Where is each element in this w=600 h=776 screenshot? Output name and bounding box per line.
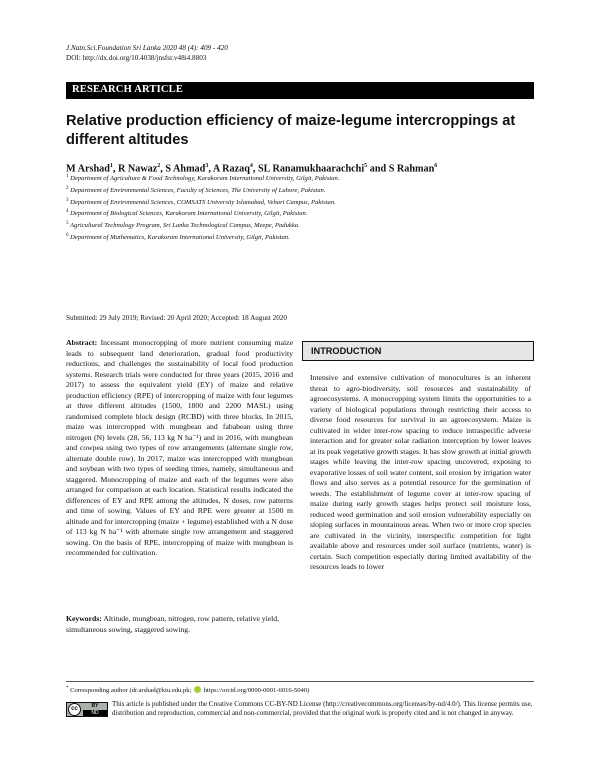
footnote-divider [66,681,534,682]
author-name: A Razaq [212,163,250,175]
cc-by-icon: BY [91,703,99,709]
introduction-text: Intensive and extensive cultivation of monocultures is an inherent threat to agro-biodiversity, soil resources and sustainability of agroecosystems. A monocropping system limits the opportunities to a variety of biological populations through restricting their access to diverse food resources for survival in an agroecosystem. Maize is cultivated in wider inter-row spacing to reduce intraspecific adverse interaction and for greater solar radiation interception by lower leaves at its peak vegetative growth stages. It has slow growth at initial growth stages while leaving the inter-row spacing uncovered, exposing to evaporative losses of soil water content, soil erosion by irrigation water flows and also serves as a potential resource for the germination of weeds. The establishment of legume cover at inter-row spacing of maize during early growth stages helps protect soil moisture loss, reduced weed germination and soil erosion vulnerability especially on sloping surfaces in mountainous areas. When two or more crop species are cultivated in the vicinity, interspecific competition for light available above and resources under soil surface (nutrients, water) is certain. Such competition especially during limited availability of the resources leads to lower [310,373,531,571]
orcid-link[interactable]: https://orcid.org/0000-0001-6016-5040) [203,687,310,695]
author-affiliation-mark: 5 [364,163,368,169]
keywords-text: Altitude, mungbean, nitrogen, row pattern, relative yield, simultaneous sowing, staggered sowing. [66,614,280,634]
abstract [66,338,293,559]
affiliation-item: $^6$ Department of Mathematics, Karakoram International University, Gilgit, Pakistan. [66,232,290,242]
author-name: M Arshad [66,163,110,175]
author-affiliation-mark: 6 [434,163,438,169]
author-affiliation-mark: 3 [205,163,209,169]
author-affiliation-mark: 4 [249,163,253,169]
author-name: S Ahmad [165,163,206,175]
author-affiliation-mark: 2 [157,163,161,169]
cc-icon: cc [68,703,81,716]
author-list: M Arshad$^1$, R Nawaz$^2$, S Ahmad$^3$, A Razaq$^4$, SL Ranamukhaarachchi$^5$ and S Rahman$^6$ [66,163,438,175]
orcid-icon [194,686,201,693]
author-affiliation-mark: 1 [109,163,113,169]
doi-link[interactable]: DOI: http://dx.doi.org/10.4038/jnsfsr.v48i4.8803 [66,54,207,62]
affiliation-item: $^2$ Department of Environmental Sciences, Faculty of Sciences, The University of Lahore, Pakistan. [66,185,326,194]
author-name: SL Ranamukhaarachchi [258,163,365,175]
license-text: This article is published under the Creative Commons CC-BY-ND License (http://creativecommons.org/licenses/by-nd/4.0/). This license permits use, distribution and reproduction, commercial and non-commercial, provided that the original work is properly cited and is not changed in anyway. [112,700,533,717]
affiliation-item: $^5$ Agricultural Technology Program, Sri Lanka Technological Campus, Meepe, Padukka. [66,221,300,230]
corresponding-author-note: * Corresponding author (dr.arshad@kiu.edu.pk; https://orcid.org/0000-0001-6016-5040) [66,686,310,695]
introduction-heading-box [302,341,534,361]
affiliation-item: $^4$ Department of Biological Sciences, Karakoram International University, Gilgit, Pakistan. [66,209,308,218]
article-type-banner [66,82,534,99]
affiliation-list [66,172,536,243]
affiliation-item: $^3$ Department of Environmental Sciences, COMSATS University Islamabad, Vehari Campus, Pakistan. [66,197,336,206]
keywords-label: Keywords: [66,614,102,623]
affiliation-item: $^1$ Department of Agriculture & Food Technology, Karakoram International University, Gilgit, Pakistan. [66,174,340,183]
submission-dates: Submitted: 29 July 2019; Revised: 20 April 2020; Accepted: 18 August 2020 [66,314,288,322]
article-type-label: RESEARCH ARTICLE [72,84,184,95]
author-name: R Nawaz [117,163,158,175]
introduction-heading: INTRODUCTION [311,346,382,356]
article-title: Relative production efficiency of maize-legume intercroppings at different altitudes [66,113,516,148]
author-name: S Rahman [388,163,435,175]
keywords [66,614,293,635]
cc-license-badge[interactable] [66,702,108,717]
cc-nd-icon: ND [83,710,107,716]
abstract-text: Incessant monocropping of more nutrient consuming maize leads to subsequent land deterioration, gradual food productivity reductions, and challenges the sustainability of local food production systems. Research trials were conducted for three years (2015, 2016 and 2017) to assess the equivalent yield (EY) of maize and relative production efficiency (RPE) of intercropping of maize with four legumes at three different altitudes (1500, 1800 and 2200 MASL) using randomised complete block design (RCBD) with three blocks. In 2015, maize was intercropped with mungbean and fababean using three nitrogen (N) levels (28, 56, 113 kg N ha⁻¹) and in 2016, with mungbean and cowpea using two types of row arrangements (alternate single row, alternate double row). In 2017, maize was intercropped with mungbean and soybean with two types of seeding times, namely, simultaneous and staggered. Monocropping of maize and each of the legumes were also arranged for comparison at each location. Statistical results indicated the differences of EY and RPE among the altitudes, N doses, row patterns and time of sowing. Values of EY and RPE were greater at 1500 m altitude and for intercropping (maize + legume) established with a N dose of 113 kg N ha⁻¹ with alternate single row arrangement and staggered sowing. On the basis of RPE, intercropping of maize with mungbean is recommended for cultivation. [66,338,293,557]
journal-citation: J.Natn.Sci.Foundation Sri Lanka 2020 48 (4): 409 - 420 [66,44,228,52]
abstract-label: Abstract: [66,338,98,347]
